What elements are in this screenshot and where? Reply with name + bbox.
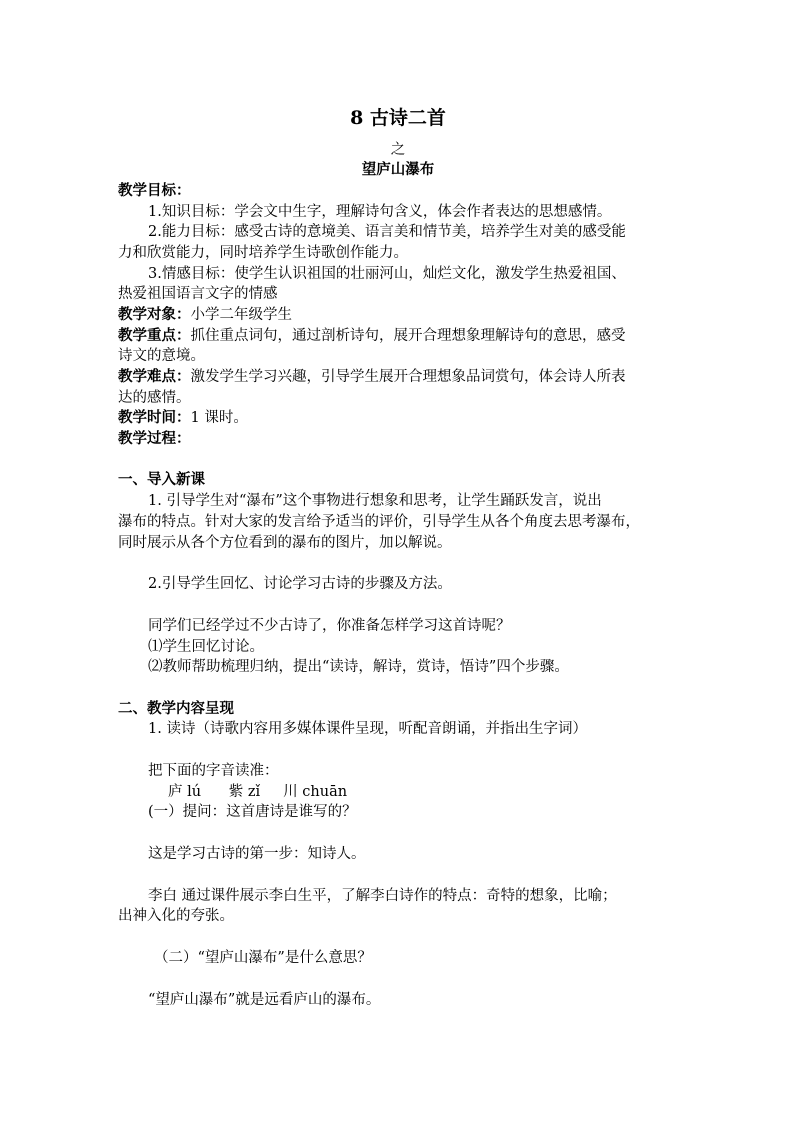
section-2-read-prompt: 把下面的字音读准：: [148, 763, 279, 779]
key-line-1: 抓住重点词句，通过剖析诗句，展开合理想象理解诗句的意思，感受: [190, 328, 626, 344]
section-1-step-1: ⑴学生回忆讨论。: [148, 639, 264, 655]
difficulty-row: [118, 367, 626, 387]
goal-3-line-2: 热爱祖国语言文字的情感: [118, 286, 278, 302]
section-1-heading: 一、导入新课: [118, 471, 205, 488]
poem-title: 望庐山瀑布: [361, 161, 435, 178]
difficulty-line-2: 达的感情。: [118, 390, 191, 406]
section-2-heading: 二、教学内容呈现: [118, 700, 234, 717]
li-bai-line-2: 出神入化的夸张。: [118, 908, 234, 924]
answer-2: “望庐山瀑布”就是远看庐山的瀑布。: [148, 992, 381, 1008]
section-1-p1-line-3: 同时展示从各个方位看到的瀑布的图片，加以解说。: [118, 535, 452, 551]
pinyin-line: 庐 lú 紫 zǐ 川 chuān: [168, 784, 348, 800]
section-1-p1-line-1: 1. 引导学生对“瀑布”这个事物进行想象和思考，让学生踊跃发言，说出: [148, 493, 602, 509]
goal-2-line-2: 力和欣赏能力，同时培养学生诗歌创作能力。: [118, 245, 408, 261]
object-row: [118, 305, 292, 325]
object-label: 教学对象：: [118, 306, 191, 323]
goals-label: 教学目标：: [118, 182, 191, 199]
section-1-step-2: ⑵教师帮助梳理归纳，提出“读诗，解诗，赏诗，悟诗”四个步骤。: [148, 659, 569, 675]
time-value: 1 课时。: [190, 410, 248, 426]
difficulty-line-1: 激发学生学习兴趣，引导学生展开合理想象品词赏句，体会诗人所表: [190, 369, 626, 385]
time-label: 教学时间：: [118, 409, 191, 426]
section-1-p2: 2.引导学生回忆、讨论学习古诗的步骤及方法。: [148, 576, 452, 592]
subtitle: 之: [390, 142, 406, 158]
question-2: （二）“望庐山瀑布”是什么意思？: [154, 950, 372, 966]
goal-2-line-1: 2.能力目标：感受古诗的意境美、语言美和情节美，培养学生对美的感受能: [148, 224, 626, 240]
difficulty-label: 教学难点：: [118, 368, 191, 385]
process-label: 教学过程：: [118, 430, 191, 447]
li-bai-line-1: 李白 通过课件展示李白生平，了解李白诗作的特点：奇特的想象，比喻；: [148, 888, 617, 904]
time-row: [118, 408, 248, 428]
object-value: 小学二年级学生: [190, 307, 292, 323]
section-2-read: 1. 读诗（诗歌内容用多媒体课件呈现，听配音朗诵，并指出生字词）: [148, 721, 587, 737]
question-1: (一）提问：这首唐诗是谁写的？: [148, 804, 357, 820]
key-line-2: 诗文的意境。: [118, 348, 205, 364]
goal-1: 1.知识目标：学会文中生字，理解诗句含义，体会作者表达的思想感情。: [148, 204, 612, 220]
key-row: [118, 326, 626, 346]
goal-3-line-1: 3.情感目标：使学生认识祖国的壮丽河山，灿烂文化，激发学生热爱祖国、: [148, 266, 626, 282]
section-1-question: 同学们已经学过不少古诗了，你准备怎样学习这首诗呢？: [148, 618, 511, 634]
step-1: 这是学习古诗的第一步：知诗人。: [148, 846, 366, 862]
lesson-title: 8 古诗二首: [350, 107, 446, 129]
section-1-p1-line-2: 瀑布的特点。针对大家的发言给予适当的评价，引导学生从各个角度去思考瀑布，: [118, 514, 640, 530]
key-label: 教学重点：: [118, 327, 191, 344]
